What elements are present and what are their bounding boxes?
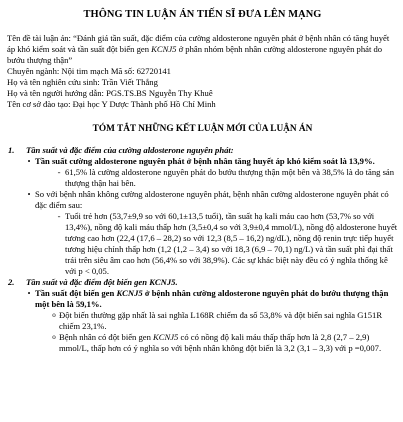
hollow-bullet-icon: o <box>52 333 56 341</box>
section-1-heading <box>7 145 398 156</box>
hollow-bullet-icon: o <box>52 311 56 319</box>
section-2-title <box>26 277 178 288</box>
section-1-number: 1. <box>8 145 15 155</box>
section-1-title: Tần suất và đặc điểm của cường aldosterone nguyên phát: <box>26 145 234 155</box>
thesis-title-text-end: ở phân nhóm bệnh nhân cường aldosterone nguyên phát do bướu thượng thận” <box>7 44 383 65</box>
section-2-heading <box>7 277 398 288</box>
section-2-sub-2-end: có có nồng độ kali máu thấp thấp hơn là 2,8 (2,7 – 2,9) mmol/L, thấp hơn có ý nghĩa so với bệnh nhân không đột biến là 3,2 (3,1 – 3,3) với p =0,007. <box>59 332 382 353</box>
section-1-bullet-2 <box>7 189 398 211</box>
section-2-sub-1-text: Đột biến thường gặp nhất là sai nghĩa L168R chiếm đa số 53,8% và đột biến sai nghĩa G151R chiếm 23,1%. <box>59 310 383 331</box>
section-2-sub-2-gene: KCNJ5 <box>153 332 179 342</box>
section-2-title-gene: KCNJ5 <box>149 277 176 287</box>
section-2-bullet-1-gene: KCNJ5 <box>116 288 143 298</box>
section-1-bullet-1-sub <box>7 167 398 189</box>
section-1-bullet-1 <box>7 156 398 167</box>
section-1-bullet-2-sub <box>7 211 398 277</box>
student-line: Họ và tên nghiên cứu sinh: Trần Viết Thắng <box>7 77 158 87</box>
section-2-bullet-1-end: ở bệnh nhân cường aldosterone nguyên phát do bướu thượng thận một bên là 59,1%. <box>35 288 389 309</box>
section-2-number: 2. <box>8 277 15 287</box>
filled-bullet-icon: • <box>27 157 31 166</box>
section-2-sub-2-text <box>59 332 398 354</box>
section-1-bullet-1-text: Tần suất cường aldosterone nguyên phát ở bệnh nhân tăng huyết áp khó kiểm soát là 13,9%. <box>35 156 375 166</box>
specialty-line: Chuyên ngành: Nội tim mạch Mã số: 62720141 <box>7 66 171 76</box>
advisor-line: Họ và tên người hướng dẫn: PGS.TS.BS Nguyễn Thy Khuê <box>7 88 213 98</box>
institution-line: Tên cơ sở đào tạo: Đại học Y Dược Thành phố Hồ Chí Minh <box>7 99 216 109</box>
section-2-sub-1 <box>7 310 398 332</box>
filled-bullet-icon: • <box>27 190 31 199</box>
section-2-bullet-1-text <box>35 288 398 310</box>
section-1-bullet-1-sub-text: 61,5% là cường aldosterone nguyên phát do bướu thượng thận một bên và 38,5% là do tăng sản thượng thận hai bên. <box>65 167 395 188</box>
section-2-title-start: Tần suất và đặc điểm đột biến gen <box>26 277 150 287</box>
section-1-bullet-2-text: So với bệnh nhân không cường aldosterone nguyên phát, bệnh nhân cường aldosterone nguyên phát có đặc điểm sau: <box>35 189 389 210</box>
filled-bullet-icon: • <box>27 289 31 298</box>
thesis-title-line <box>7 33 398 66</box>
thesis-title-text-start: “Đánh giá tần suất, đặc điểm của cường aldosterone nguyên phát ở bệnh nhân có tăng huyết áp khó kiểm soát và tần suất đột biến gen <box>7 33 390 54</box>
section-2-bullet-1-start: Tần suất đột biến gen <box>35 288 117 298</box>
document-title: THÔNG TIN LUẬN ÁN TIẾN SĨ ĐƯA LÊN MẠNG <box>83 9 322 20</box>
section-1-bullet-2-sub-text: Tuổi trẻ hơn (53,7±9,9 so với 60,1±13,5 tuổi), tần suất hạ kali máu cao hơn (53,7% so với 13,4%), nồng độ kali máu thấp hơn (3,5±0,4 so với 3,9±0,4 mmol/L), nồng độ aldosterone huyết tương cao hơn (22,4 (17,6 – 28,2) so với 12,3 (8,5 – 16,2) ng/dL), nồng độ renin trực tiếp huyết tương hiệu chỉnh thấp hơn (1,2 (1,2 – 3,4) so với 18,3 (6,9 – 70,1) ng/L) và tần suất phì đại thất trái trên siêu âm cao hơn (56,4% so với 38,9%). Các sự khác biệt này đều có ý nghĩa thống kê với p < 0,05. <box>65 211 398 276</box>
section-2-sub-2 <box>7 332 398 354</box>
dash-icon: - <box>57 211 61 221</box>
thesis-title-label: Tên đề tài luận án: <box>7 33 74 43</box>
dash-icon: - <box>57 167 61 177</box>
section-2-bullet-1 <box>7 288 398 310</box>
summary-title: TÓM TẮT NHỮNG KẾT LUẬN MỚI CỦA LUẬN ÁN <box>92 124 313 134</box>
section-2-sub-2-start: Bệnh nhân có đột biến gen <box>59 332 154 342</box>
thesis-title-gene: KCNJ5 <box>151 44 177 54</box>
section-2-title-end: . <box>175 277 178 287</box>
